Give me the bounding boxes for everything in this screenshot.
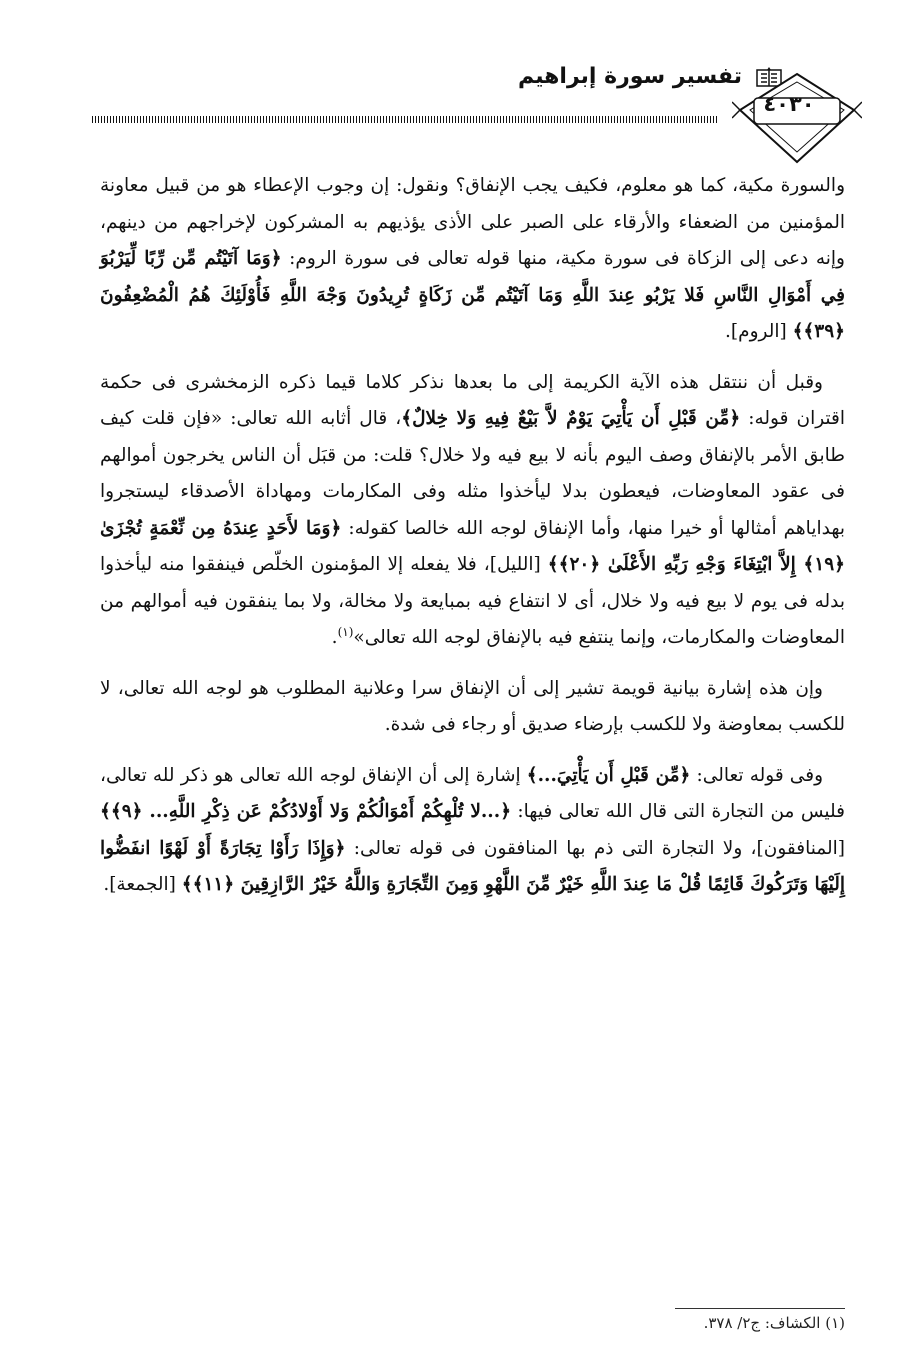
running-title: تفسير سورة إبراهيم [517,64,742,89]
main-text [100,168,845,918]
quran-verse: ﴿وَمَا لأَحَدٍ عِندَهُ مِن نِّعْمَةٍ تُجْزَىٰ ﴿١٩﴾ إِلاَّ ابْتِغَاءَ وَجْهِ رَبِّهِ الأَعْلَىٰ ﴿٢٠﴾﴾ [100,517,845,575]
page-number-badge [732,72,862,166]
text-segment: [الروم]. [725,321,793,342]
paragraph-1 [100,168,845,351]
quran-verse: ﴿مِّن قَبْلِ أَن يَأْتِيَ يَوْمٌ لاَّ بَيْعٌ فِيهِ وَلا خِلالٌ﴾ [401,408,741,429]
text-segment: والسورة مكية، كما هو معلوم، فكيف يجب الإنفاق؟ ونقول: إن وجوب الإعطاء هو من قبيل معاونة المؤمنين من الضعفاء والأرقاء على الصبر على الأذى يؤذيهم به المشركون لإخراجهم من دينهم، وإنه دعى إلى الزكاة فى سورة مكية، منها قوله تعالى فى سورة الروم: [100,175,845,269]
quran-verse: ﴿وَمَا آتَيْتُم مِّن رِّبًا لِّيَرْبُوَ فِي أَمْوَالِ النَّاسِ فَلا يَرْبُو عِندَ اللَّهِ وَمَا آتَيْتُم مِّن زَكَاةٍ تُرِيدُونَ وَجْهَ اللَّهِ فَأُوْلَئِكَ هُمُ الْمُضْعِفُونَ ﴿٣٩﴾﴾ [100,248,845,342]
footnote-divider [675,1308,845,1309]
page-number: ٤٠٣٠ [763,92,815,116]
quran-verse: ﴿مِّن قَبْلِ أَن يَأْتِيَ...﴾ [526,764,691,786]
text-segment: [الليل]، فلا يفعله إلا المؤمنون الخلّص فينفقوا منه ليأخذوا بدله فى يوم لا بيع فيه ولا خلال، أى لا انتفاع فيه بمبايعة ولا مخالة، ولا بما ينفقون فيه أموالهم من المعاوضات والمكارمات، وإنما ينتفع فيه بالإنفاق لوجه الله تعالى» [100,554,845,648]
text-segment: . [331,627,338,648]
paragraph-4 [100,758,845,904]
page-header [92,56,852,166]
footnote-marker: (١) [337,624,354,639]
footnote: (١) الكشاف: ج٢/ ٣٧٨. [703,1314,845,1332]
paragraph-3 [100,671,845,744]
paragraph-2 [100,365,845,657]
text-segment: وفى قوله تعالى: [690,764,824,786]
text-segment: ، قال أثابه الله تعالى: «فإن قلت كيف طابق الأمر بالإنفاق وصف اليوم بأنه لا بيع فيه ولا خلال؟ قلت: من قبَل أن الناس يخرجون أموالهم فى عقود المعاوضات، فيعطون بدلا ليأخذوا مثله وفى المكارمات ومهاداة الأصدقاء ليستجروا بهداياهم أمثالها أو خيرا منها، وأما الإنفاق لوجه الله خالصا كقوله: [100,408,845,539]
text-segment: إشارة إلى أن الإنفاق لوجه الله تعالى هو ذكر لله تعالى، فليس من التجارة التى قال الله تعالى فيها: [100,764,845,822]
text-segment: [المنافقون]، ولا التجارة التى ذم بها المنافقون فى قوله تعالى: [345,837,845,859]
text-segment: وقبل أن ننتقل هذه الآية الكريمة إلى ما بعدها نذكر كلاما قيما ذكره الزمخشرى فى حكمة اقتران قوله: [100,371,845,429]
quran-verse: ﴿...لا تُلْهِكُمْ أَمْوَالُكُمْ وَلا أَوْلادُكُمْ عَن ذِكْرِ اللَّهِ... ﴿٩﴾﴾ [100,801,512,822]
text-segment: وإن هذه إشارة بيانية قويمة تشير إلى أن الإنفاق سرا وعلانية المطلوب هو لوجه الله تعالى، لا للكسب بمعاوضة ولا للكسب بإرضاء صديق أو رجاء فى شدة. [100,677,845,735]
header-rule [92,116,717,123]
text-segment: [الجمعة]. [103,874,182,895]
quran-verse: ﴿وَإِذَا رَأَوْا تِجَارَةً أَوْ لَهْوًا انفَضُّوا إِلَيْهَا وَتَرَكُوكَ قَائِمًا قُلْ مَا عِندَ اللَّهِ خَيْرٌ مِّنَ اللَّهْوِ وَمِنَ التِّجَارَةِ وَاللَّهُ خَيْرُ الرَّازِقِينَ ﴿١١﴾﴾ [100,837,845,895]
